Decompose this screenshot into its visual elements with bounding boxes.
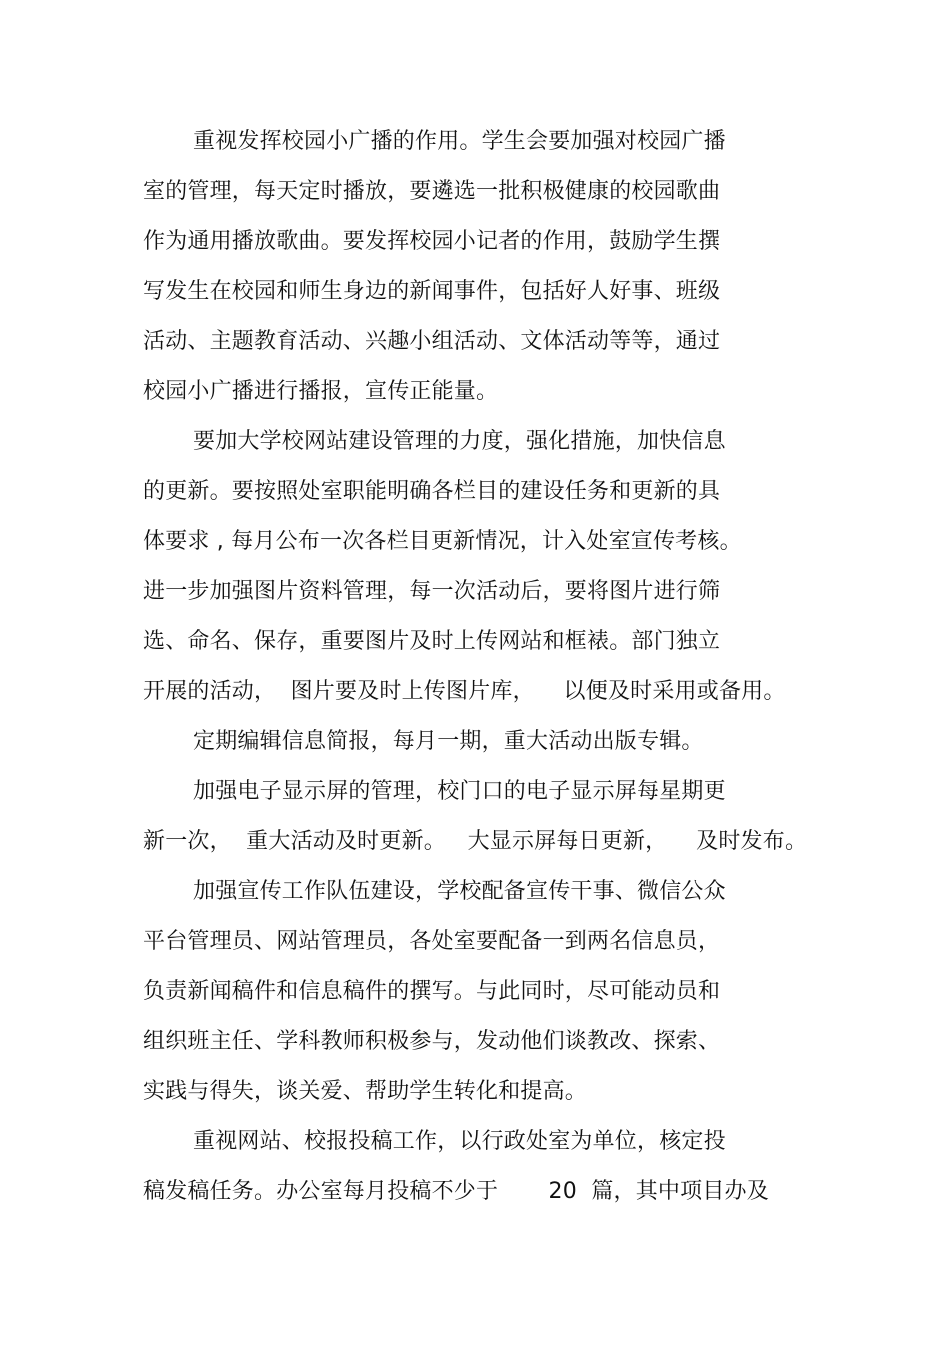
text-line: 选、命名、保存，重要图片及时上传网站和框裱。部门独立 [143,629,721,654]
text-line: 校园小广播进行播报，宣传正能量。 [143,379,499,404]
text-line: 稿发稿任务。办公室每月投稿不少于 20 篇，其中项目办及 [143,1179,769,1204]
text-line: 加强电子显示屏的管理，校门口的电子显示屏每星期更 [193,779,726,804]
text-line: 体要求 , 每月公布一次各栏目更新情况，计入处室宣传考核。 [143,529,742,554]
text-line: 重视发挥校园小广播的作用。学生会要加强对校园广播 [193,129,726,154]
text-line: 新一次， 重大活动及时更新。 大显示屏每日更新， 及时发布。 [143,829,808,854]
text-line: 要加大学校网站建设管理的力度，强化措施，加快信息 [193,429,726,454]
text-line: 重视网站、校报投稿工作，以行政处室为单位，核定投 [193,1129,726,1154]
text-line: 实践与得失，谈关爱、帮助学生转化和提高。 [143,1079,588,1104]
text-line: 室的管理，每天定时播放，要遴选一批积极健康的校园歌曲 [143,179,721,204]
text-line: 负责新闻稿件和信息稿件的撰写。与此同时，尽可能动员和 [143,979,721,1004]
text-line: 写发生在校园和师生身边的新闻事件，包括好人好事、班级 [143,279,721,304]
text-line: 作为通用播放歌曲。要发挥校园小记者的作用，鼓励学生撰 [143,229,721,254]
text-line: 组织班主任、学科教师积极参与，发动他们谈教改、探索、 [143,1029,721,1054]
text-line: 定期编辑信息简报，每月一期，重大活动出版专辑。 [193,729,704,754]
text-line: 开展的活动， 图片要及时上传图片库， 以便及时采用或备用。 [143,679,786,704]
text-line: 加强宣传工作队伍建设，学校配备宣传干事、微信公众 [193,879,726,904]
text-line: 平台管理员、网站管理员，各处室要配备一到两名信息员， [143,929,721,954]
text-line: 进一步加强图片资料管理，每一次活动后，要将图片进行筛 [143,579,721,604]
text-line: 活动、主题教育活动、兴趣小组活动、文体活动等等，通过 [143,329,721,354]
text-line: 的更新。要按照处室职能明确各栏目的建设任务和更新的具 [143,479,721,504]
